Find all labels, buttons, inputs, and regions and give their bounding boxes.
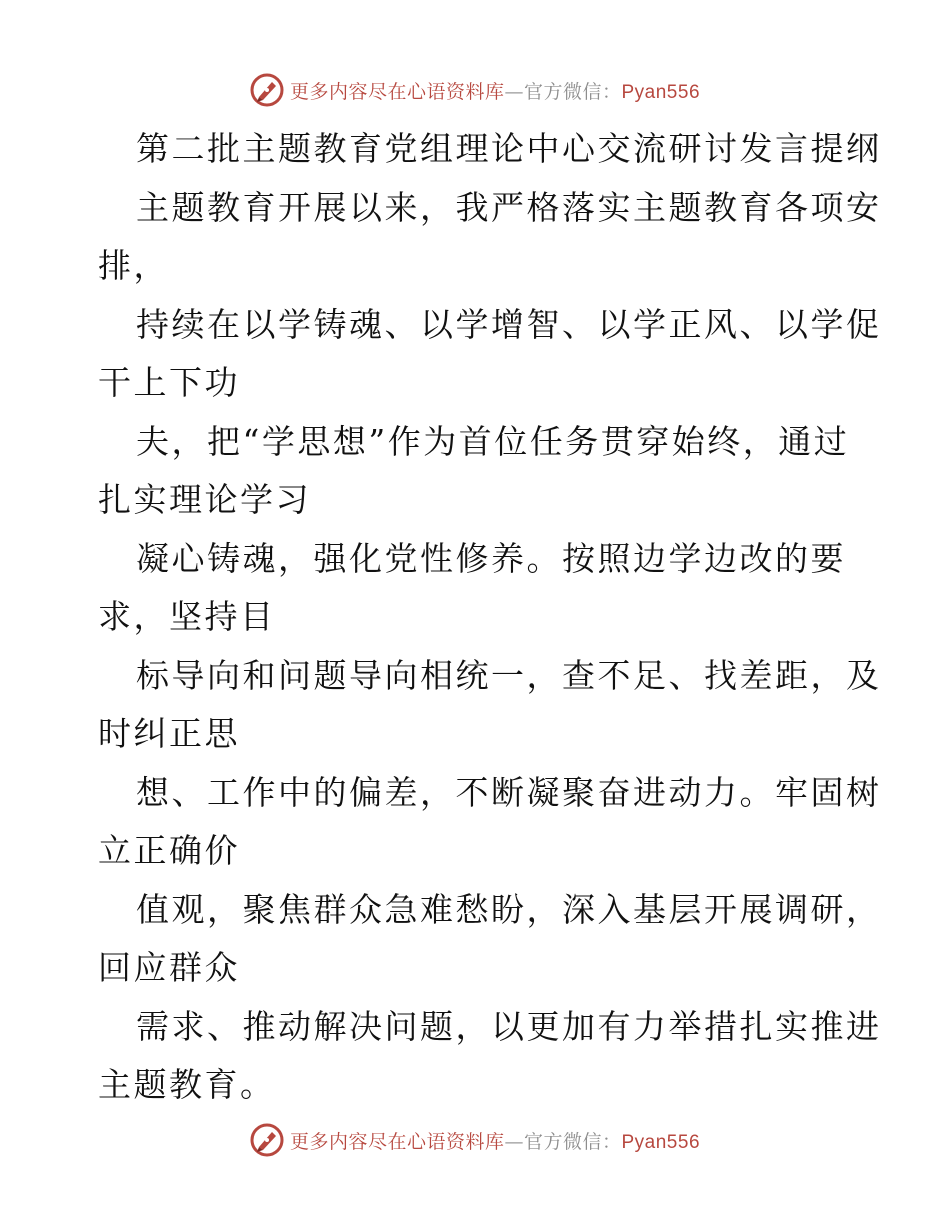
header-watermark: [0, 70, 950, 110]
paragraph-line: 夫，把“学思想”作为首位任务贯穿始终，通过: [136, 421, 850, 461]
paragraph-line: 干上下功: [98, 363, 240, 402]
document-body: [98, 120, 882, 1115]
watermark-wechat-label: 官方微信：: [523, 1130, 622, 1153]
paragraph-line: 扎实理论学习: [98, 480, 311, 519]
paragraph-line: 求，坚持目: [98, 597, 276, 636]
paragraph-line: 主题教育。: [98, 1065, 276, 1104]
watermark-site: 更多内容尽在心语资料库: [289, 1130, 505, 1153]
paragraph-line: 凝心铸魂，强化党性修养。按照边学边改的要: [136, 538, 846, 578]
paragraph-line: 立正确价: [98, 831, 240, 870]
paragraph-line: 持续在以学铸魂、以学增智、以学正风、以学促: [136, 304, 882, 344]
watermark-wechat-label: 官方微信：: [523, 80, 622, 103]
watermark-dash: —: [504, 80, 524, 103]
watermark-text: [290, 77, 700, 104]
watermark-text: [290, 1127, 700, 1154]
watermark-dash: —: [504, 1130, 524, 1153]
paragraph-line: 想、工作中的偏差，不断凝聚奋进动力。牢固树: [136, 772, 882, 812]
paragraph-line: 需求、推动解决问题，以更加有力举措扎实推进: [136, 1006, 882, 1046]
watermark-wechat-id: Pyan556: [621, 1131, 701, 1153]
pen-logo-icon: [250, 1123, 284, 1157]
watermark-site: 更多内容尽在心语资料库: [289, 80, 505, 103]
paragraph-line: 主题教育开展以来，我严格落实主题教育各项安: [136, 187, 882, 227]
paragraph-line: 时纠正思: [98, 714, 240, 753]
document-title: 第二批主题教育党组理论中心交流研讨发言提纲: [136, 129, 882, 168]
paragraph-line: 值观，聚焦群众急难愁盼，深入基层开展调研，: [136, 889, 882, 929]
footer-watermark: [0, 1120, 950, 1160]
paragraph-line: 排，: [98, 246, 169, 285]
watermark-wechat-id: Pyan556: [621, 81, 701, 103]
pen-logo-icon: [250, 73, 284, 107]
paragraph-line: 标导向和问题导向相统一，查不足、找差距，及: [136, 655, 882, 695]
paragraph-line: 回应群众: [98, 948, 240, 987]
